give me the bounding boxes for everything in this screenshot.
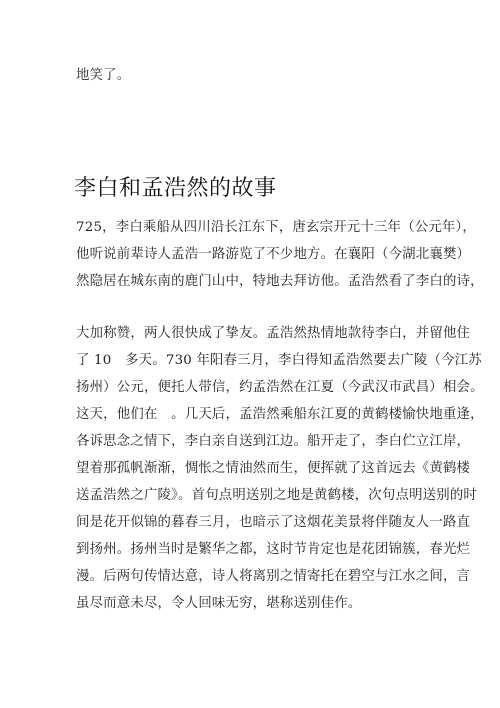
carryover-text-line: 地笑了。 <box>76 68 131 83</box>
paragraph-line: 这天，他们在 。几天后，孟浩然乘船东江夏的黄鹤楼愉快地重逢， <box>76 407 484 422</box>
paragraph-line: 送孟浩然之广陵》。首句点明送别之地是黄鹤楼，次句点明送别的时 <box>76 488 478 503</box>
paragraph-line: 扬州）公元，便托人带信，约孟浩然在江夏（今武汉市武昌）相会。 <box>76 380 484 395</box>
paragraph-line: 725，李白乘船从四川沿长江东下，唐玄宗开元十三年（公元年）， <box>76 220 476 235</box>
paragraph-line: 虽尽而意未尽，令人回味无穷，堪称送别佳作。 <box>76 596 362 611</box>
paragraph-line: 间是花开似锦的暮春三月，也暗示了这烟花美景将伴随友人一路直 <box>76 515 471 530</box>
section-title: 李白和孟浩然的故事 <box>74 176 277 201</box>
paragraph-line: 大加称赞，两人很快成了挚友。孟浩然热情地款待李白，并留他住 <box>76 326 471 341</box>
paragraph-line: 他听说前辈诗人孟浩一路游览了不少地方。在襄阳（今湖北襄樊） <box>76 247 471 262</box>
paragraph-line: 到扬州。扬州当时是繁华之都，这时节肯定也是花团锦簇，春光烂 <box>76 542 471 557</box>
paragraph-line: 然隐居在城东南的鹿门山中，特地去拜访他。孟浩然看了李白的诗， <box>76 274 484 289</box>
paragraph-line: 漫。后两句传情达意，诗人将离别之情寄托在碧空与江水之间，言 <box>76 569 471 584</box>
paragraph-line: 了 10 多天。730 年阳春三月，李白得知孟浩然要去广陵（今江苏 <box>76 353 482 368</box>
paragraph-line: 望着那孤帆渐渐，惆怅之情油然而生，便挥就了这首远去《黄鹤楼 <box>76 461 471 476</box>
paragraph-line: 各诉思念之情下，李白亲自送到江边。船开走了，李白伫立江岸， <box>76 434 471 449</box>
